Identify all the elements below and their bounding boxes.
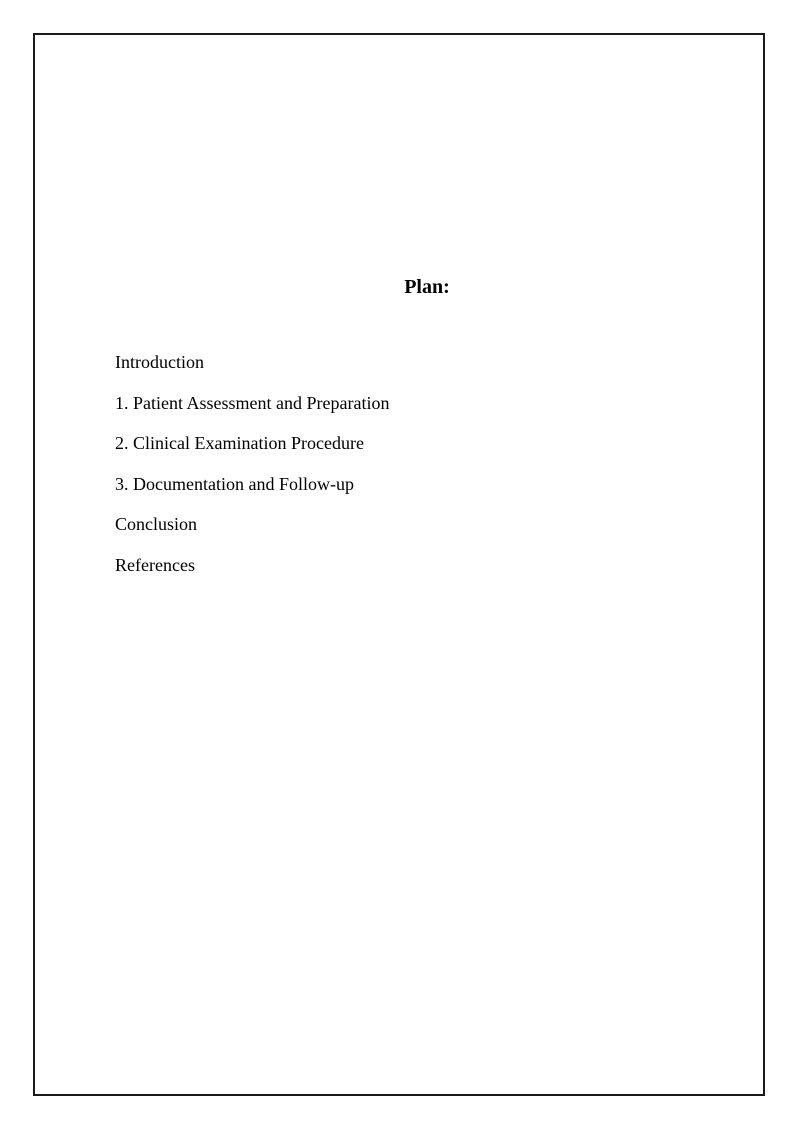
- toc-item-documentation: 3. Documentation and Follow-up: [115, 473, 354, 494]
- toc-item-clinical-examination: 2. Clinical Examination Procedure: [115, 433, 364, 453]
- toc-item-introduction: Introduction: [115, 352, 204, 372]
- toc-item-patient-assessment: 1. Patient Assessment and Preparation: [115, 392, 390, 413]
- toc-item-references: References: [115, 554, 195, 575]
- table-of-contents: [115, 350, 389, 593]
- toc-item-conclusion: Conclusion: [115, 514, 198, 534]
- page-title: Plan:: [404, 276, 450, 298]
